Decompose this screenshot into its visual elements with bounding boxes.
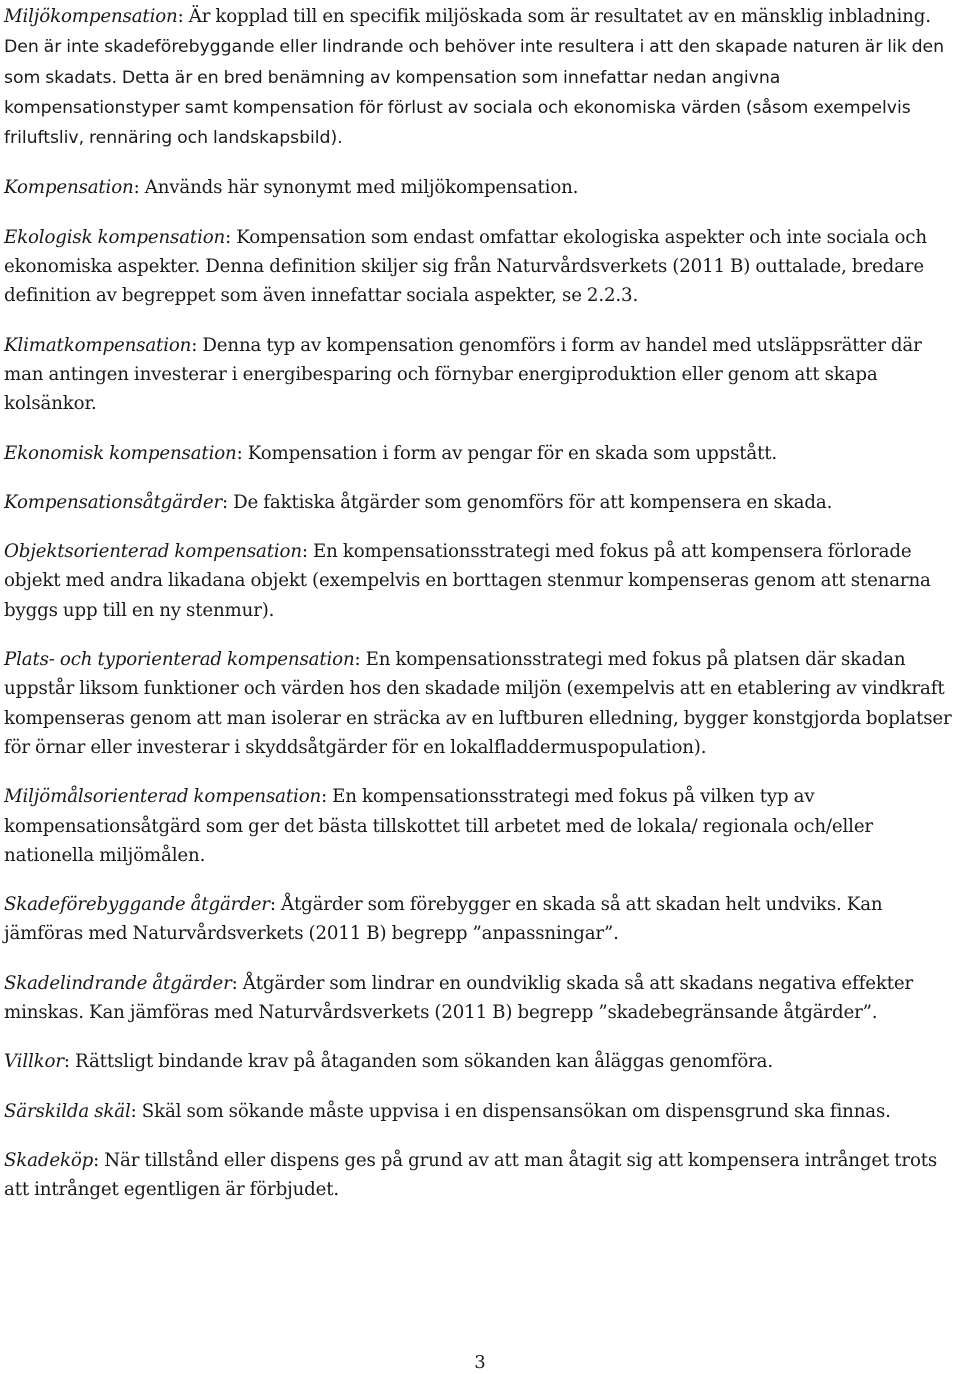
definition-villkor [4,1047,958,1076]
term-separator: : [177,6,184,27]
definition-text: Kompensation i form av pengar för en skada som uppstått. [242,442,778,464]
definition-skadekop [4,1146,958,1205]
definition-term: Skadelindrande åtgärder [4,972,232,994]
definition-text: Denna typ av kompensation genomförs i form av handel med utsläppsrätter där man antingen investerar i energibesparing och förnybar energiproduktion eller genom att skapa kolsänkor. [4,334,922,415]
term-separator: : [191,334,198,356]
definition-term: Miljökompensation [4,6,178,27]
definition-skadelindrande-atgarder [4,969,958,1028]
term-separator: : [236,442,243,464]
definition-term: Kompensation [4,177,134,199]
term-separator: : [354,649,361,671]
definition-text: De faktiska åtgärder som genomförs för att kompensera en skada. [227,491,833,513]
definition-term: Kompensationsåtgärder [4,491,222,513]
definition-miljokompensation [4,2,958,153]
definition-text: När tillstånd eller dispens ges på grund av att man åtagit sig att kompensera intrånget trots att intrånget egentligen är förbjudet. [4,1149,938,1201]
definition-term: Objektsorienterad kompensation [4,541,302,563]
definition-text-sans: Den är inte skadeförebyggande eller lindrande och behöver inte resultera i att den skapade naturen är lik den som skadats. Detta är en bred benämning av kompensation som innefattar nedan angivna kompensationstyper samt kompensation för förlust av sociala och ekonomiska värden (såsom exempelvis friluftsliv, rennäring och landskapsbild). [4,37,945,149]
definition-text: Åtgärder som lindrar en oundviklig skada så att skadans negativa effekter minskas. Kan jämföras med Naturvårdsverkets (2011 B) begrepp ”skadebegränsande åtgärder”. [4,972,914,1024]
definition-term: Särskilda skäl [4,1100,131,1122]
term-separator: : [321,786,328,808]
definition-sarskilda-skal [4,1097,958,1126]
term-separator: : [93,1149,100,1171]
definition-text: En kompensationsstrategi med fokus på att kompensera förlorade objekt med andra likadana objekt (exempelvis en borttagen stenmur kompenseras genom att stenarna byggs upp till en ny stenmur). [4,541,931,621]
definition-skadeforebyggande-atgarder [4,890,958,949]
page-number: 3 [474,1352,486,1373]
definition-term: Skadeköp [4,1149,94,1171]
term-separator: : [133,177,140,199]
term-separator: : [231,972,238,994]
definition-term: Plats- och typorienterad kompensation [4,649,355,671]
definition-term: Ekonomisk kompensation [4,442,237,464]
definition-text: Är kopplad till en specifik miljöskada som är resultatet av en mänsklig inbladning. [183,6,931,27]
term-separator: : [63,1051,70,1073]
definition-term: Ekologisk kompensation [4,226,226,248]
definition-term: Skadeförebyggande åtgärder [4,894,270,916]
definition-text: Används här synonymt med miljökompensation. [139,177,579,199]
definition-objektsorienterad-kompensation [4,537,958,625]
definition-kompensationsatgarder [4,488,958,517]
definition-kompensation [4,173,958,202]
definition-miljomalsorienterad-kompensation [4,782,958,870]
term-separator: : [269,894,276,916]
definition-text: Rättsligt bindande krav på åtaganden som sökanden kan åläggas genomföra. [69,1051,774,1073]
document-page [4,2,958,1225]
definition-term: Miljömålsorienterad kompensation [4,786,322,808]
definition-klimatkompensation [4,331,958,419]
term-separator: : [301,541,308,563]
definition-term: Klimatkompensation [4,334,192,356]
definition-text: Skäl som sökande måste uppvisa i en dispensansökan om dispensgrund ska finnas. [136,1100,891,1122]
definition-text: En kompensationsstrategi med fokus på vilken typ av kompensationsåtgärd som ger det bästa tillskottet till arbetet med de lokala/ regionala och/eller nationella miljömålen. [4,786,873,866]
definition-plats-och-typorienterad-kompensation [4,645,958,762]
definition-term: Villkor [4,1051,64,1073]
term-separator: : [130,1100,137,1122]
term-separator: : [222,491,228,513]
term-separator: : [225,226,232,248]
definition-ekologisk-kompensation [4,223,958,311]
definition-ekonomisk-kompensation [4,439,958,468]
definition-text: Kompensation som endast omfattar ekologiska aspekter och inte sociala och ekonomiska aspekter. Denna definition skiljer sig från Naturvårdsverkets (2011 B) outtalade, bredare definition av begreppet som även innefattar sociala aspekter, se 2.2.3. [4,226,927,307]
definition-text: Åtgärder som förebygger en skada så att skadan helt undviks. Kan jämföras med Naturvårdsverkets (2011 B) begrepp ”anpassningar”. [4,894,883,945]
definition-text: En kompensationsstrategi med fokus på platsen där skadan uppstår liksom funktioner och värden hos den skadade miljön (exempelvis att en etablering av vindkraft kompenseras genom att man isolerar en sträcka av en luftburen elledning, bygger konstgjorda boplatser för örnar eller investerar i skyddsåtgärder för en lokalfladdermuspopulation). [4,649,952,758]
